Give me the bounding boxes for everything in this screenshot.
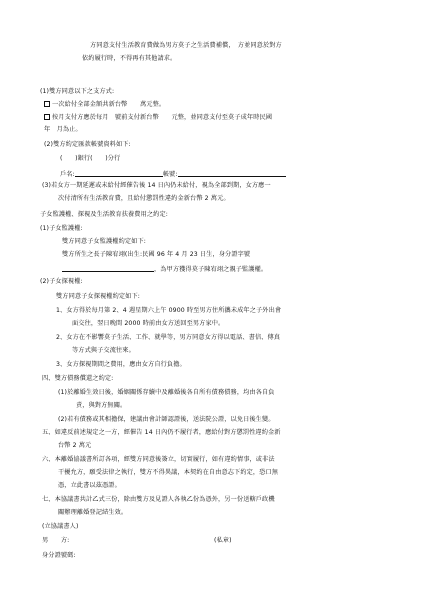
custody-result: ，為甲方獲得莫子陳宥翊之親子監護權。 [154, 266, 268, 273]
lump-sum-label: 一次給付全部金額共新台幣 萬元整。 [52, 101, 166, 108]
lump-sum-checkbox[interactable] [44, 101, 50, 107]
debt-heading: 四、雙方債務償還之約定: [42, 375, 114, 382]
validity-clause: 六、本離婚協議書所訂各項，經雙方同意後簽立，切實履行，如有違約情事，或非法 [42, 456, 275, 463]
visitation-heading: (2)子女探視權: [40, 278, 83, 285]
account-number-label: 帳號: [162, 171, 178, 178]
custody-child-info-cont [62, 264, 267, 274]
payment-option-monthly [44, 114, 272, 122]
debt-item-2: (2)若有債務或其相擔保，建議由會計師認證後，送法院公證，以免日後生變。 [58, 416, 275, 423]
payment-option-lump-sum [44, 101, 165, 109]
bank-branch-field: ( )銀行( )分行 [60, 155, 121, 162]
validity-clause-cont-1: 干擾允方，願受法律之執行，雙方不得異議，本契約在自由意志下約定，恐口無 [58, 469, 279, 476]
custody-heading: 子女監護權、探視及生活教育扶養費用之約定: [40, 211, 168, 218]
bank-account-heading: (2)雙方約定匯款帳號資料如下: [44, 141, 131, 148]
debt-item-1: (1)於離婚生效日後，婚姻關係存續中及離婚後各自所有債務債務，均由各自負 [58, 389, 275, 396]
visitation-item-1-cont: 面交往，翌日晚間 2000 時前由女方送回至男方家中。 [72, 320, 225, 327]
custody-agreement: 雙方同意子女監護權約定如下: [62, 238, 146, 245]
intro-line-2: 依約履行時，不得再有其他請求。 [82, 55, 177, 62]
id-number-label: 身分證號碼: [42, 552, 76, 559]
breach-clause-cont: 台幣 2 萬元 [58, 442, 92, 449]
account-number-field[interactable] [178, 169, 286, 177]
custody-subheading: (1)子女監護權: [40, 225, 83, 232]
visitation-item-2: 2、女方在不影響莫子生活、工作、就學等，男方同意女方得以電話、書信、傳真 [56, 334, 281, 341]
breach-clause: 五、如違反前述規定之一方，經催告 14 日內仍不履行者，應給付對方懲罰性違約金新 [42, 429, 281, 436]
visitation-agreement: 雙方同意子女探視權約定如下: [56, 293, 140, 300]
child-id-number-field[interactable] [62, 264, 154, 272]
late-penalty-line-1: (3)若女方一期延遲或未給付經催告後 14 日內仍未給付，視為全部到期，女方應一 [42, 182, 271, 189]
copies-clause: 七、本協議書共計乙式三份，除由雙方及見證人各執乙份為憑外，另一份送轄戶政機 [42, 496, 275, 503]
monthly-checkbox[interactable] [44, 114, 50, 120]
payment-method-heading: (1)雙方同意以下之支方式: [40, 88, 115, 95]
monthly-label: 按月支付方應於每月 號前支付新台幣 元整，並同意支付至莫子成年時民國 [52, 114, 273, 121]
male-party-label: 男 方: [42, 537, 70, 544]
validity-clause-cont-2: 憑，立此書以茲憑證。 [58, 482, 121, 489]
debt-item-1-cont: 責，與對方無關。 [76, 402, 127, 409]
visitation-item-1: 1、女方得於每月第 2、4 週星期六上午 0900 時至男方住所攜未成年之子外出會 [56, 307, 282, 314]
visitation-item-3: 3、女方探視期間之費用，應由女方自行負擔。 [56, 361, 186, 368]
account-name-field[interactable] [75, 169, 163, 177]
custody-child-info: 雙方所生之長子陳宥翊(出生:民國 96 年 4 月 23 日生，身分證字號 [62, 251, 251, 258]
copies-clause-cont: 關辦理離婚登記結生效。 [58, 509, 128, 516]
account-name-label: 戶名: [60, 171, 75, 178]
visitation-item-2-cont: 等方式與子交流往來。 [72, 347, 135, 354]
signatories-heading: (立協議書人) [42, 523, 79, 530]
monthly-label-cont: 年 月為止。 [44, 126, 82, 133]
account-line [60, 169, 286, 179]
intro-line-1: 方同意支付生活教育費做為男方莫子之生活費補償， 方並同意於對方 [90, 42, 282, 49]
late-penalty-line-2: 次付清所有生活教育費，且給付懲罰性違約金新台幣 2 萬元。 [58, 195, 230, 202]
personal-seal-label: (私章) [214, 537, 232, 544]
